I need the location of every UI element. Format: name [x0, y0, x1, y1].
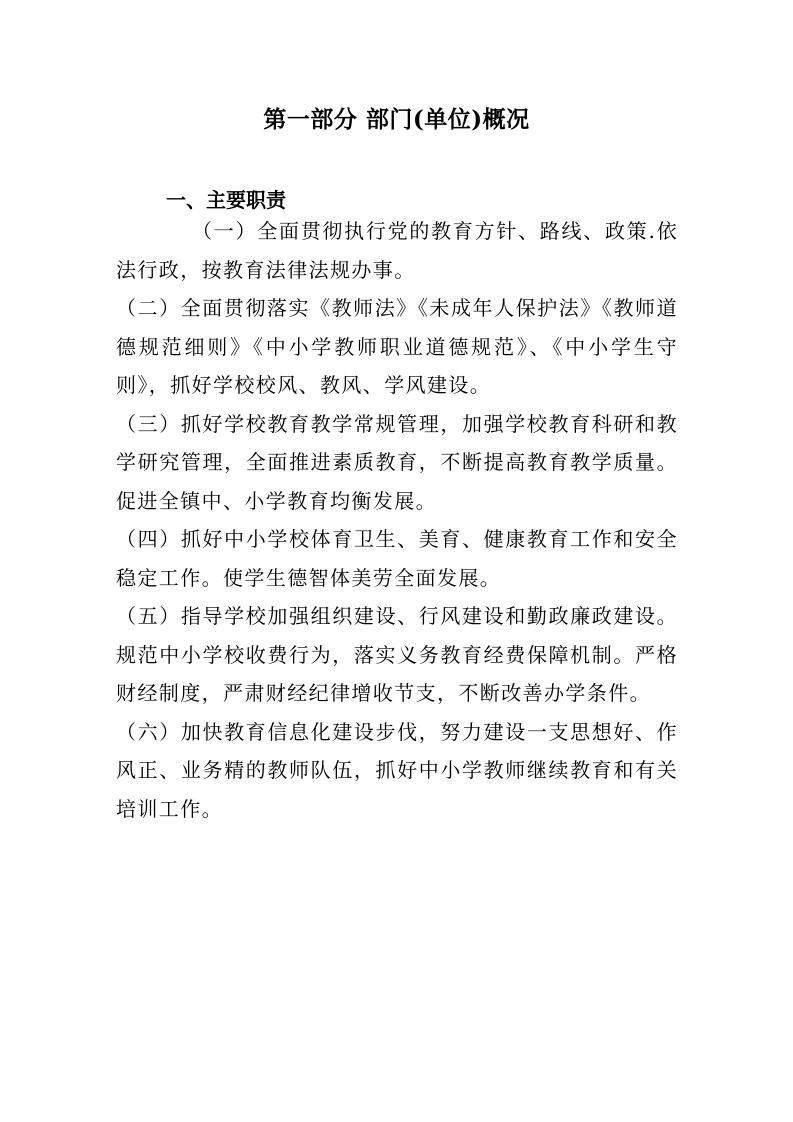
paragraph-3: （三）抓好学校教育教学常规管理，加强学校教育科研和教学研究管理，全面推进素质教育，不断提高教育教学质量。促进全镇中、小学教育均衡发展。: [116, 411, 678, 513]
body-text: [116, 212, 678, 828]
paragraph-2: （二）全面贯彻落实《教师法》《未成年人保护法》《教师道德规范细则》《中小学教师职业道德规范》、《中小学生守则》，抓好学校校风、教风、学风建设。: [116, 296, 678, 397]
page-title: 第一部分 部门(单位)概况: [263, 106, 530, 133]
paragraph-5: （五）指导学校加强组织建设、行风建设和勤政廉政建设。规范中小学校收费行为，落实义务教育经费保障机制。严格财经制度，严肃财经纪律增收节支，不断改善办学条件。: [116, 604, 678, 705]
paragraph-4: （四）抓好中小学校体育卫生、美育、健康教育工作和安全稳定工作。使学生德智体美劳全面发展。: [116, 527, 678, 590]
paragraph-1: （一）全面贯彻执行党的教育方针、路线、政策.依法行政，按教育法律法规办事。: [116, 219, 678, 282]
paragraph-6: （六）加快教育信息化建设步伐，努力建设一支思想好、作风正、业务精的教师队伍，抓好中小学教师继续教育和有关培训工作。: [116, 719, 678, 821]
section-heading: 一、主要职责: [166, 188, 286, 212]
